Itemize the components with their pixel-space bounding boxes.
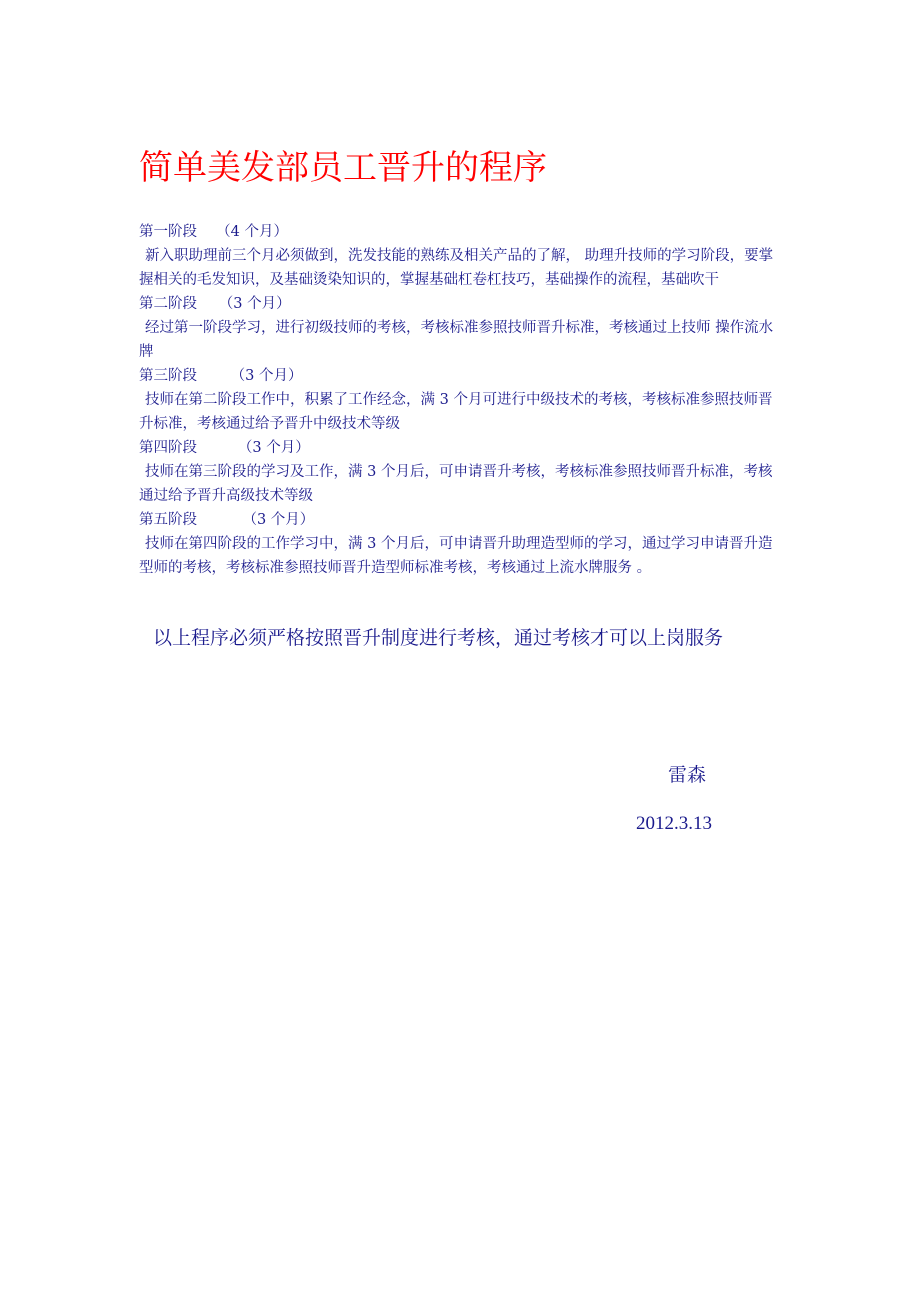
document-title: 简单美发部员工晋升的程序 <box>139 148 547 188</box>
stage-heading: 第四阶段 （3 个月） <box>139 440 310 456</box>
stage-description: 技师在第二阶段工作中，积累了工作经念，满 3 个月可进行中级技术的考核，考核标准参照技师晋升标准，考核通过给予晋升中级技术等级 <box>139 392 773 432</box>
stage-description: 新入职助理前三个月必须做到，洗发技能的熟练及相关产品的了解， 助理升技师的学习阶段，要掌握相关的毛发知识，及基础烫染知识的，掌握基础杠卷杠技巧，基础操作的流程，基础吹干 <box>139 248 774 288</box>
summary-paragraph: 以上程序必须严格按照晋升制度进行考核，通过考核才可以上岗服务 <box>153 627 724 649</box>
stage-1 <box>139 220 784 292</box>
stage-heading: 第三阶段 （3 个月） <box>139 368 303 384</box>
stage-description: 经过第一阶段学习，进行初级技师的考核，考核标准参照技师晋升标准，考核通过上技师 操作流水牌 <box>139 320 774 360</box>
stage-heading: 第五阶段 （3 个月） <box>139 512 315 528</box>
stage-2 <box>139 292 784 364</box>
stage-heading: 第一阶段 （4 个月） <box>139 224 288 240</box>
stage-5 <box>139 508 784 580</box>
stage-3 <box>139 364 784 436</box>
signature: 雷森 <box>668 764 707 786</box>
document-date: 2012.3.13 <box>636 813 712 834</box>
stage-description: 技师在第三阶段的学习及工作，满 3 个月后，可申请晋升考核，考核标准参照技师晋升标准，考核通过给予晋升高级技术等级 <box>139 464 773 504</box>
stage-description: 技师在第四阶段的工作学习中，满 3 个月后，可申请晋升助理造型师的学习，通过学习申请晋升造型师的考核，考核标准参照技师晋升造型师标准考核，考核通过上流水牌服务 。 <box>139 536 773 576</box>
stages-section <box>139 220 784 580</box>
stage-heading: 第二阶段 （3 个月） <box>139 296 291 312</box>
stage-4 <box>139 436 784 508</box>
